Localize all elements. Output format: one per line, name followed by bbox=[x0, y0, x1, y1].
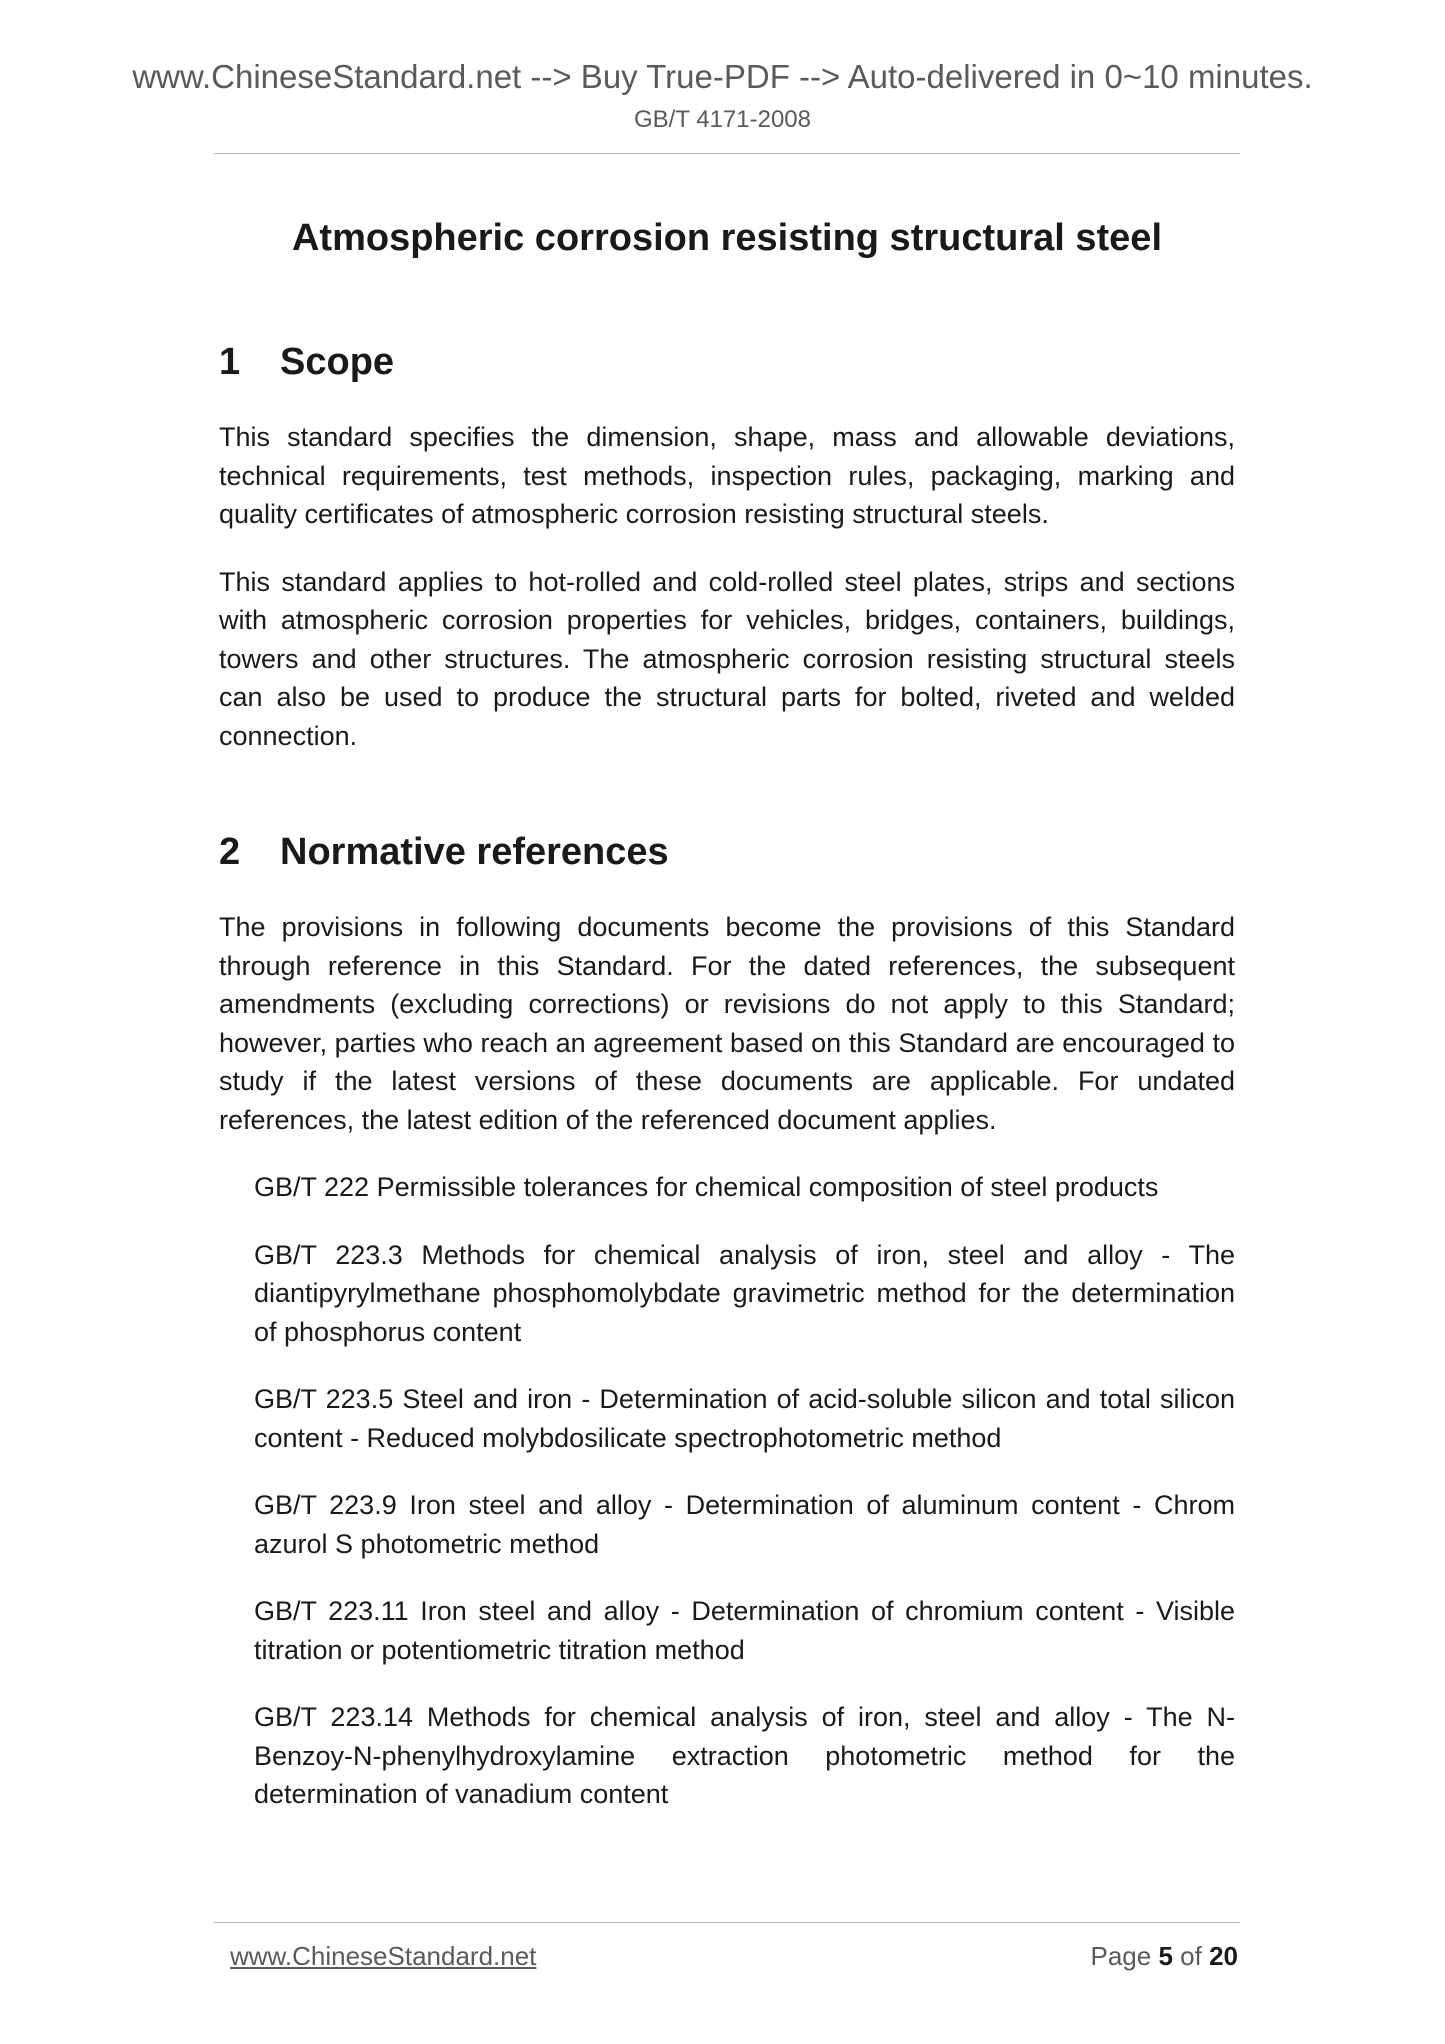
page-indicator bbox=[1090, 1938, 1238, 1974]
section-title: Scope bbox=[280, 341, 395, 383]
section-normative-references bbox=[219, 824, 1235, 1814]
reference-item: GB/T 222 Permissible tolerances for chemical composition of steel products bbox=[254, 1172, 1159, 1202]
page-current: 5 bbox=[1158, 1941, 1173, 1971]
reference-item: GB/T 223.14 Methods for chemical analysis of iron, steel and alloy - The N-Benzoy-N-phenylhydroxylamine extraction photometric method for the determination of vanadium content bbox=[254, 1702, 1235, 1809]
section-number: 1 bbox=[219, 341, 241, 383]
document-body bbox=[219, 210, 1235, 1843]
document-title: Atmospheric corrosion resisting structural steel bbox=[291, 217, 1162, 259]
standard-code: GB/T 4171-2008 bbox=[633, 106, 811, 133]
page-total: 20 bbox=[1209, 1941, 1238, 1971]
section-heading bbox=[219, 334, 1235, 390]
reference-item: GB/T 223.5 Steel and iron - Determination of acid-soluble silicon and total silicon content - Reduced molybdosilicate spectrophotometric method bbox=[254, 1384, 1235, 1453]
section-title: Normative references bbox=[280, 831, 669, 873]
section-spacer bbox=[219, 784, 1235, 824]
footer-divider bbox=[214, 1922, 1240, 1923]
reference-item: GB/T 223.9 Iron steel and alloy - Determination of aluminum content - Chrom azurol S photometric method bbox=[254, 1490, 1235, 1559]
reference-list bbox=[219, 1168, 1235, 1814]
page-header bbox=[0, 52, 1445, 138]
reference-item: GB/T 223.3 Methods for chemical analysis of iron, steel and alloy - The diantipyrylmethane phosphomolybdate gravimetric method for the determination of phosphorus content bbox=[254, 1239, 1235, 1347]
paragraph: The provisions in following documents become the provisions of this Standard through reference in this Standard. For the dated references, the subsequent amendments (excluding corrections) or revisions do not apply to this Standard; however, parties who reach an agreement based on this Standard are encouraged to study if the latest versions of these documents are applicable. For undated references, the latest edition of the referenced document applies. bbox=[219, 912, 1235, 1135]
reference-item: GB/T 223.11 Iron steel and alloy - Determination of chromium content - Visible titration or potentiometric titration method bbox=[254, 1596, 1235, 1665]
paragraph: This standard specifies the dimension, shape, mass and allowable deviations, technical requirements, test methods, inspection rules, packaging, marking and quality certificates of atmospheric corrosion resisting structural steels. bbox=[219, 422, 1235, 529]
header-banner: www.ChineseStandard.net --> Buy True-PDF --> Auto-delivered in 0~10 minutes. bbox=[132, 58, 1313, 95]
footer-website-link[interactable]: www.ChineseStandard.net bbox=[230, 1941, 537, 1971]
section-number: 2 bbox=[219, 831, 241, 873]
page-of: of bbox=[1180, 1941, 1202, 1971]
header-divider bbox=[214, 153, 1240, 154]
page-word: Page bbox=[1090, 1941, 1152, 1971]
section-scope bbox=[219, 334, 1235, 755]
paragraph: This standard applies to hot-rolled and cold-rolled steel plates, strips and sections with atmospheric corrosion properties for vehicles, bridges, containers, buildings, towers and other structures. The atmospheric corrosion resisting structural steels can also be used to produce the structural parts for bolted, riveted and welded connection. bbox=[219, 566, 1235, 751]
section-heading bbox=[219, 824, 1235, 880]
